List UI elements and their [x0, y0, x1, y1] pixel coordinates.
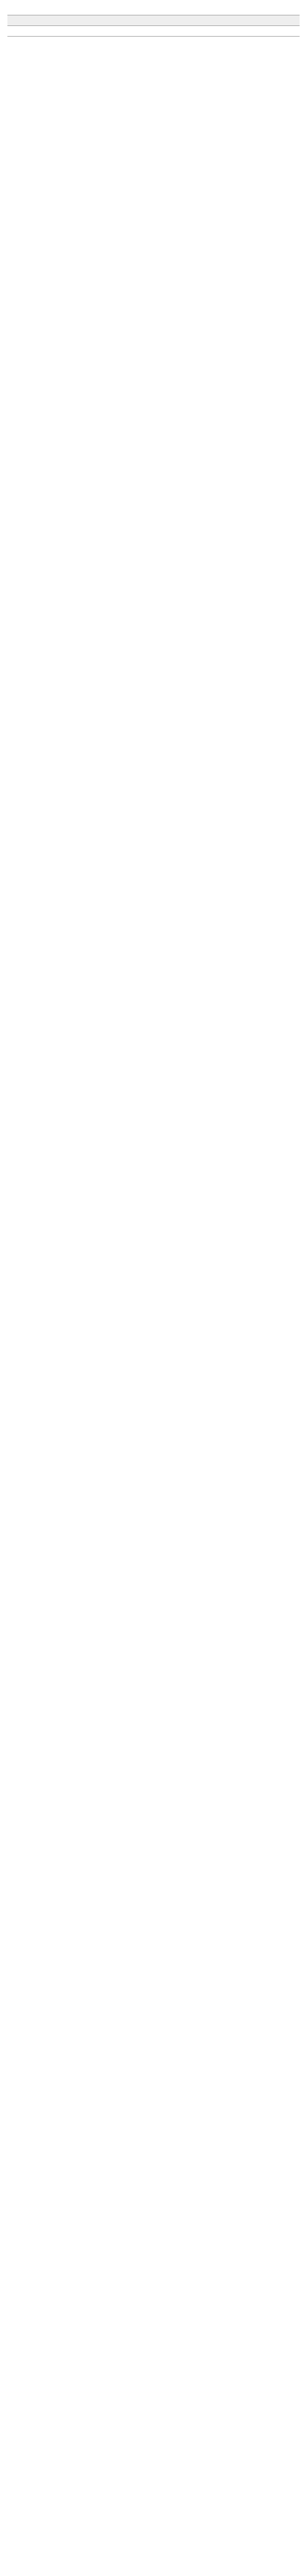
table-header-row [7, 15, 300, 26]
remarks-cell [256, 26, 300, 37]
header-name [113, 15, 157, 26]
document-page [0, 0, 307, 37]
sections-container [7, 13, 300, 37]
name-cell [113, 26, 157, 37]
header-remarks [256, 15, 300, 26]
roster-table [7, 15, 300, 37]
header-new-post [7, 15, 113, 26]
current-post-cell [157, 26, 256, 37]
new-post-cell [7, 26, 113, 37]
section-1 [7, 13, 300, 37]
table-row [7, 26, 300, 37]
header-current-post [157, 15, 256, 26]
